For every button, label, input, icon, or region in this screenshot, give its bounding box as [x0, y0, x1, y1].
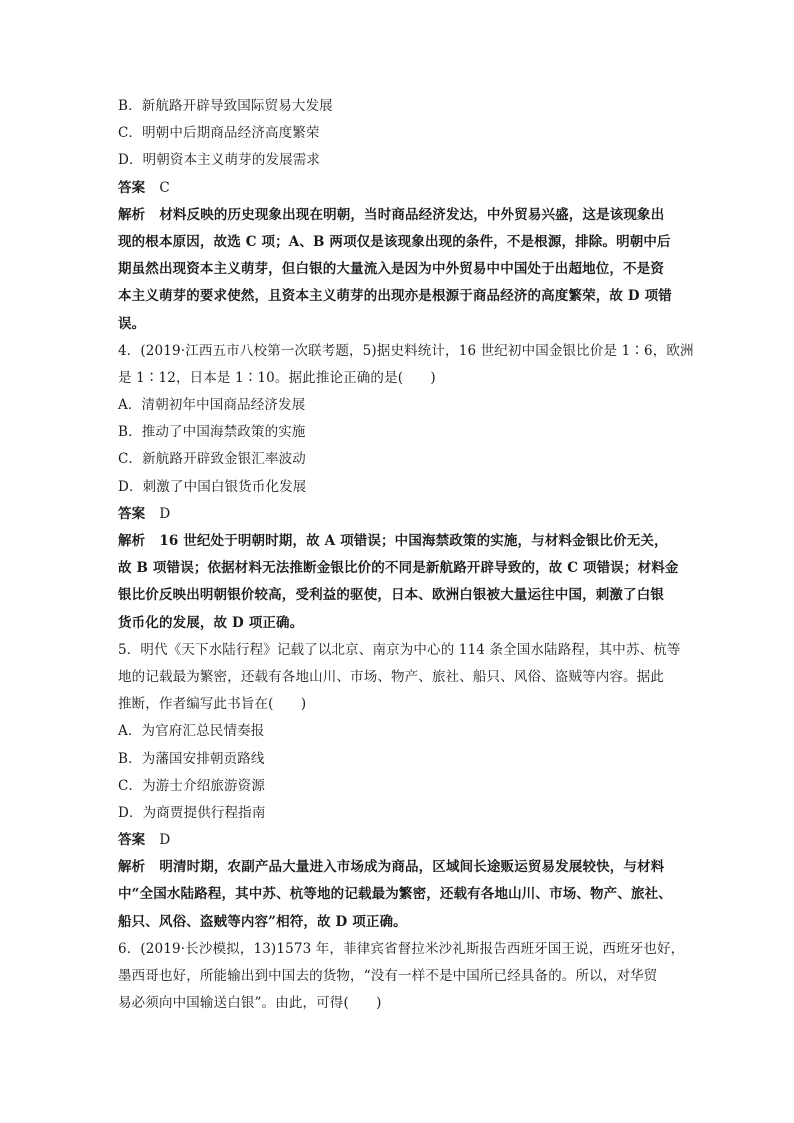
q5-answer-value: D: [159, 832, 171, 849]
q4-stem-line-1: 4．(2019·江西五市八校第一次联考题，5)据史料统计，16 世纪初中国金银比价是 1∶6，欧洲: [118, 342, 694, 359]
q5-stem-line-1: 5．明代《天下水陆行程》记载了以北京、南京为中心的 114 条全国水陆路程，其中苏、杭等: [118, 641, 681, 658]
q5-analysis-text-1: 明清时期，农副产品大量进入市场成为商品，区域间长途贩运贸易发展较快，与材料: [159, 859, 665, 876]
q3-analysis-line-3: 期虽然出现资本主义萌芽，但白银的大量流入是因为中外贸易中中国处于出超地位，不是资: [118, 261, 664, 278]
q5-option-c: C．为游士介绍旅游资源: [118, 777, 265, 794]
q6-stem-line-1: 6．(2019·长沙模拟，13)1573 年，菲律宾省督拉米沙礼斯报告西班牙国王说，西班牙也好，: [118, 940, 685, 957]
q3-option-d: D．明朝资本主义萌芽的发展需求: [118, 152, 321, 169]
q4-option-c: C．新航路开辟致金银汇率波动: [118, 451, 306, 468]
q4-analysis-text-1: 16 世纪处于明朝时期，故 A 项错误；中国海禁政策的实施，与材料金银比价无关，: [159, 533, 668, 549]
q3-analysis-line-5: 误。: [118, 315, 146, 332]
q4-answer: [118, 501, 678, 528]
q3-option-c: C．明朝中后期商品经济高度繁荣: [118, 125, 320, 142]
q3-analysis-label: 解析: [118, 206, 146, 223]
q5-answer-label: 答案: [118, 832, 146, 849]
q6-stem-line-2: 墨西哥也好，所能输出到中国去的货物，“没有一样不是中国所已经具备的。所以，对华贸: [118, 968, 658, 984]
q4-analysis-label: 解析: [118, 533, 146, 549]
q5-analysis-line-2: 中“全国水陆路程，其中苏、杭等地的记载最为繁密，还载有各地山川、市场、物产、旅社、: [118, 886, 672, 903]
q4-analysis-line-3: 银比价反映出明朝银价较高，受利益的驱使，日本、欧洲白银被大量运往中国，刺激了白银: [118, 587, 664, 604]
q5-option-a: A．为官府汇总民情奏报: [118, 723, 265, 740]
q3-answer-label: 答案: [118, 179, 146, 196]
q5-stem-line-3: 推断，作者编写此书旨在( ): [118, 696, 307, 713]
q3-analysis-line-4: 本主义萌芽的要求使然，且资本主义萌芽的出现亦是根源于商品经济的高度繁荣，故 D 项错: [118, 288, 672, 305]
q4-option-d: D．刺激了中国白银货币化发展: [118, 478, 307, 495]
q5-option-b: B．为藩国安排朝贡路线: [118, 750, 265, 767]
q3-answer-value: C: [159, 179, 170, 196]
q3-option-b: B．新航路开辟导致国际贸易大发展: [118, 98, 333, 114]
q5-answer: [118, 827, 678, 854]
q4-analysis-line-2: 故 B 项错误；依据材料无法推断金银比价的不同是新航路开辟导致的，故 C 项错误；材料金: [118, 560, 679, 577]
q5-analysis-line-1: [118, 854, 678, 881]
q4-analysis-line-1: [118, 528, 678, 555]
q4-stem-line-2: 是 1∶12，日本是 1∶10。据此推论正确的是( ): [118, 369, 436, 386]
q4-option-a: A．清朝初年中国商品经济发展: [118, 397, 306, 414]
q4-option-b: B．推动了中国海禁政策的实施: [118, 424, 306, 441]
q5-option-d: D．为商贾提供行程指南: [118, 804, 266, 821]
q3-analysis-line-1: [118, 202, 678, 229]
q6-stem-line-3: 易必须向中国输送白银”。由此，可得( ): [118, 995, 382, 1012]
q5-analysis-label: 解析: [118, 859, 146, 876]
q5-analysis-line-3: 船只、风俗、盗贼等内容”相符，故 D 项正确。: [118, 913, 407, 930]
q3-analysis-line-2: 现的根本原因，故选 C 项；A、B 两项仅是该现象出现的条件，不是根源，排除。明朝中后: [118, 233, 671, 250]
q4-answer-label: 答案: [118, 505, 146, 522]
q3-analysis-text-1: 材料反映的历史现象出现在明朝，当时商品经济发达，中外贸易兴盛，这是该现象出: [159, 206, 665, 223]
q3-answer: [118, 175, 678, 202]
q5-stem-line-2: 地的记载最为繁密，还载有各地山川、市场、物产、旅社、船只、风俗、盗贼等内容。据此: [118, 668, 664, 685]
document-page: [118, 93, 694, 1017]
q4-analysis-line-4: 货币化的发展，故 D 项正确。: [118, 614, 304, 631]
q4-answer-value: D: [159, 505, 171, 522]
